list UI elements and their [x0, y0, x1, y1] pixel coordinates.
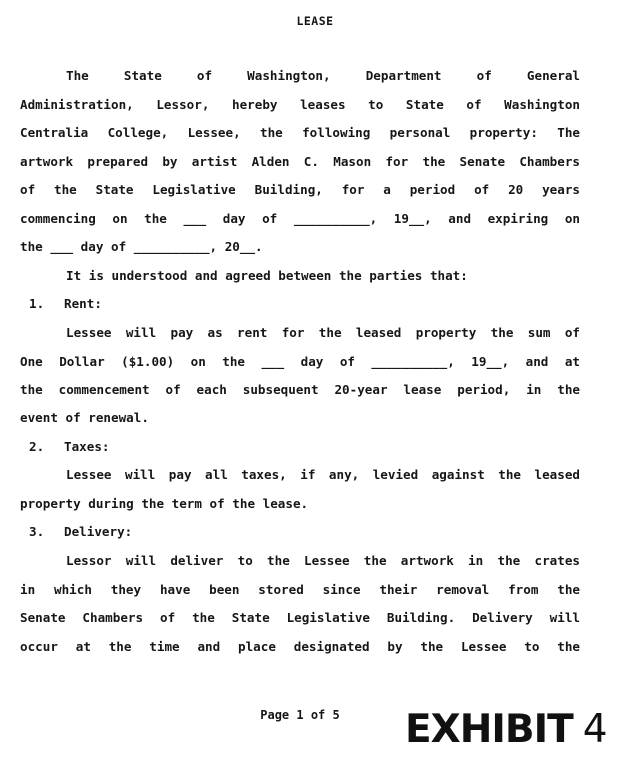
exhibit-number: 4 [582, 707, 607, 752]
intro-line: Centralia College, Lessee, the following personal property: The [20, 125, 580, 140]
page-number: Page 1 of 5 [260, 708, 340, 722]
delivery-line: Senate Chambers of the State Legislative Building. Delivery will [20, 610, 580, 625]
intro-line: of the State Legislative Building, for a period of 20 years [20, 182, 580, 197]
delivery-line: in which they have been stored since their removal from the [20, 582, 580, 597]
taxes-line: property during the term of the lease. [20, 496, 309, 511]
delivery-line: Lessor will deliver to the Lessee the artwork in the crates [66, 553, 580, 568]
section-heading-taxes [29, 437, 110, 457]
rent-line: Lessee will pay as rent for the leased property the sum of [66, 325, 580, 340]
intro-line: commencing on the ___ day of __________, 19__, and expiring on [20, 211, 580, 226]
intro-line: Administration, Lessor, hereby leases to State of Washington [20, 97, 580, 112]
section-number: 3. [29, 524, 45, 539]
rent-line: the commencement of each subsequent 20-year lease period, in the [20, 382, 580, 397]
delivery-line: occur at the time and place designated by the Lessee to the [20, 639, 580, 654]
section-title: Taxes: [64, 439, 110, 454]
section-heading-delivery [29, 522, 132, 542]
taxes-line: Lessee will pay all taxes, if any, levied against the leased [66, 467, 580, 482]
intro-line: the ___ day of __________, 20__. [20, 239, 263, 254]
document-title: LEASE [296, 14, 334, 28]
understood-line: It is understood and agreed between the parties that: [66, 268, 468, 283]
rent-line: event of renewal. [20, 410, 149, 425]
section-number: 1. [29, 296, 45, 311]
section-title: Delivery: [64, 524, 133, 539]
exhibit-stamp [405, 707, 607, 752]
section-heading-rent [29, 294, 102, 314]
exhibit-word: EXHIBIT [405, 707, 573, 752]
section-number: 2. [29, 439, 45, 454]
rent-line: One Dollar ($1.00) on the ___ day of __________, 19__, and at [20, 354, 580, 369]
section-title: Rent: [64, 296, 102, 311]
intro-line: The State of Washington, Department of General [66, 68, 580, 83]
intro-line: artwork prepared by artist Alden C. Mason for the Senate Chambers [20, 154, 580, 169]
